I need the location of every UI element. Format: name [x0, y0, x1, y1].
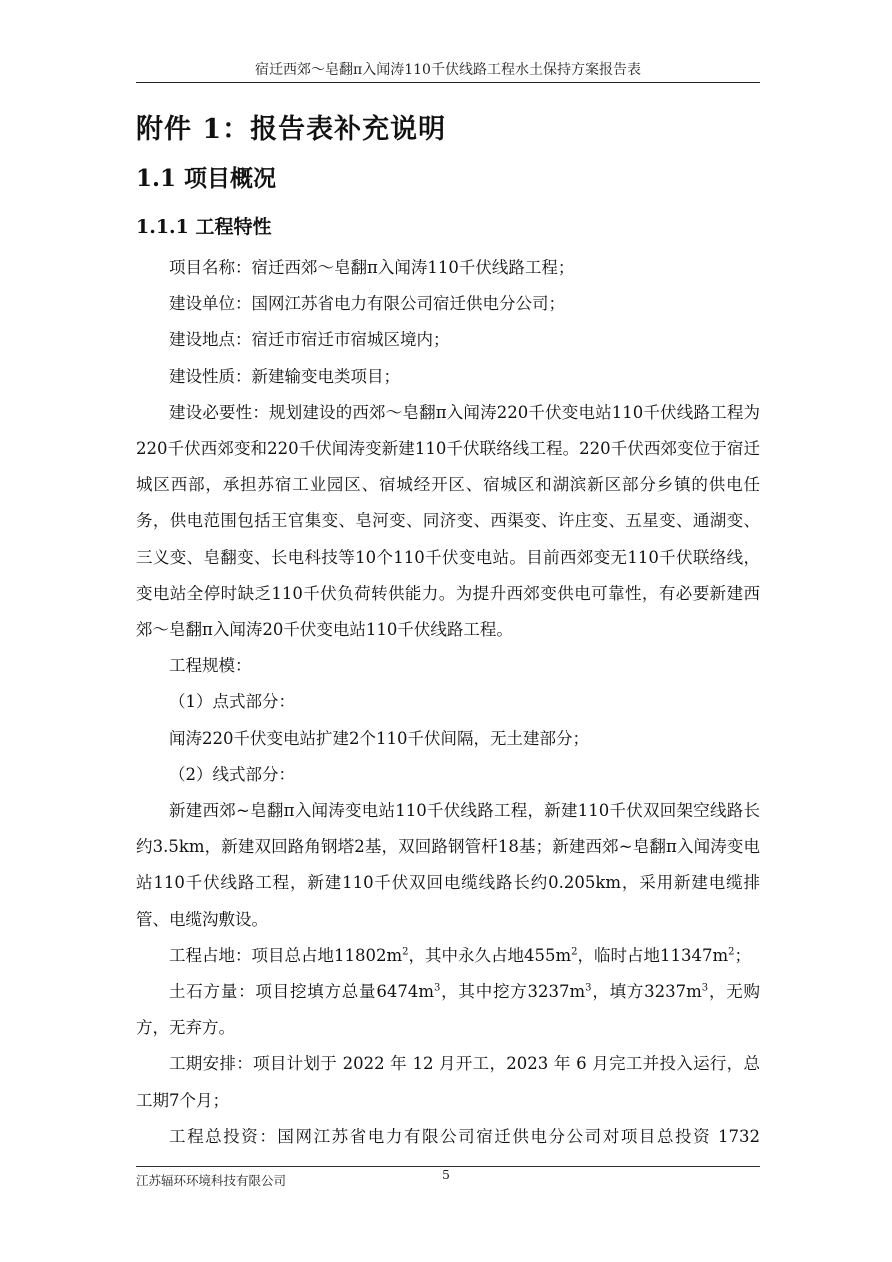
- scale-heading-paragraph: 工程规模：: [169, 656, 252, 676]
- running-header: 宿迁西郊～皂翻π入闻涛110千伏线路工程水土保持方案报告表: [255, 62, 641, 78]
- schedule-paragraph: 工期安排：项目计划于 2022 年 12 月开工，2023 年 6 月完工并投入运行，总工期7个月；: [136, 1054, 760, 1110]
- project-name-paragraph: 项目名称：宿迁西郊～皂翻π入闻涛110千伏线路工程；: [169, 258, 575, 277]
- investment-paragraph: 工程总投资：国网江苏省电力有限公司宿迁供电分公司对项目总投资 1732: [169, 1126, 760, 1146]
- land-use-paragraph: 工程占地：项目总占地$11802m^2$，其中永久占地$455m^2$，临时占地$11347m^2$；: [169, 945, 752, 965]
- necessity-paragraph: 建设必要性：规划建设的西郊～皂翻π入闻涛220千伏变电站110千伏线路工程为220千伏西郊变和220千伏闻涛变新建110千伏联络线工程。220千伏西郊变位于宿迁城区西部，承担苏宿工业园区、宿城经开区、宿城区和湖滨新区部分乡镇的供电任务，供电范围包括王官集变、皂河变、同济变、西渠变、许庄变、五星变、通湖变、三义变、皂翻变、长电科技等10个110千伏变电站。目前西郊变无110千伏联络线，变电站全停时缺乏110千伏负荷转供能力。为提升西郊变供电可靠性，有必要新建西郊～皂翻π入闻涛20千伏变电站110千伏线路工程。: [136, 402, 760, 640]
- page-number: 5: [442, 1167, 450, 1182]
- point-part-paragraph: 闻涛220千伏变电站扩建2个110千伏间隔，无土建部分；: [169, 728, 589, 748]
- footer-company: 江苏辐环环境科技有限公司: [136, 1173, 287, 1188]
- subsection-heading: 1.1.1 工程特性: [136, 216, 272, 238]
- point-part-label: （1）点式部分：: [169, 692, 295, 712]
- construction-site-paragraph: 建设地点：宿迁市宿迁市宿城区境内；: [169, 330, 450, 350]
- appendix-title: 附件 1：报告表补充说明: [136, 114, 447, 145]
- construction-unit-paragraph: 建设单位：国网江苏省电力有限公司宿迁供电分公司；: [169, 294, 565, 314]
- construction-nature-paragraph: 建设性质：新建输变电类项目；: [169, 366, 400, 386]
- earthwork-paragraph: 土石方量：项目挖填方总量$6474m^3$，其中挖方$3237m^3$，填方$3237m^3$，无购方，无弃方。: [136, 982, 761, 1038]
- line-part-label: （2）线式部分：: [169, 764, 295, 784]
- body-text: [136, 250, 760, 1155]
- header-rule: [136, 82, 760, 83]
- line-part-paragraph: 新建西郊~皂翻π入闻涛变电站110千伏线路工程，新建110千伏双回架空线路长约3.5km，新建双回路角钢塔2基，双回路钢管杆18基；新建西郊~皂翻π入闻涛变电站110千伏线路工程，新建110千伏双回电缆线路长约0.205km，采用新建电缆排管、电缆沟敷设。: [136, 801, 760, 929]
- section-heading: 1.1 项目概况: [136, 165, 277, 192]
